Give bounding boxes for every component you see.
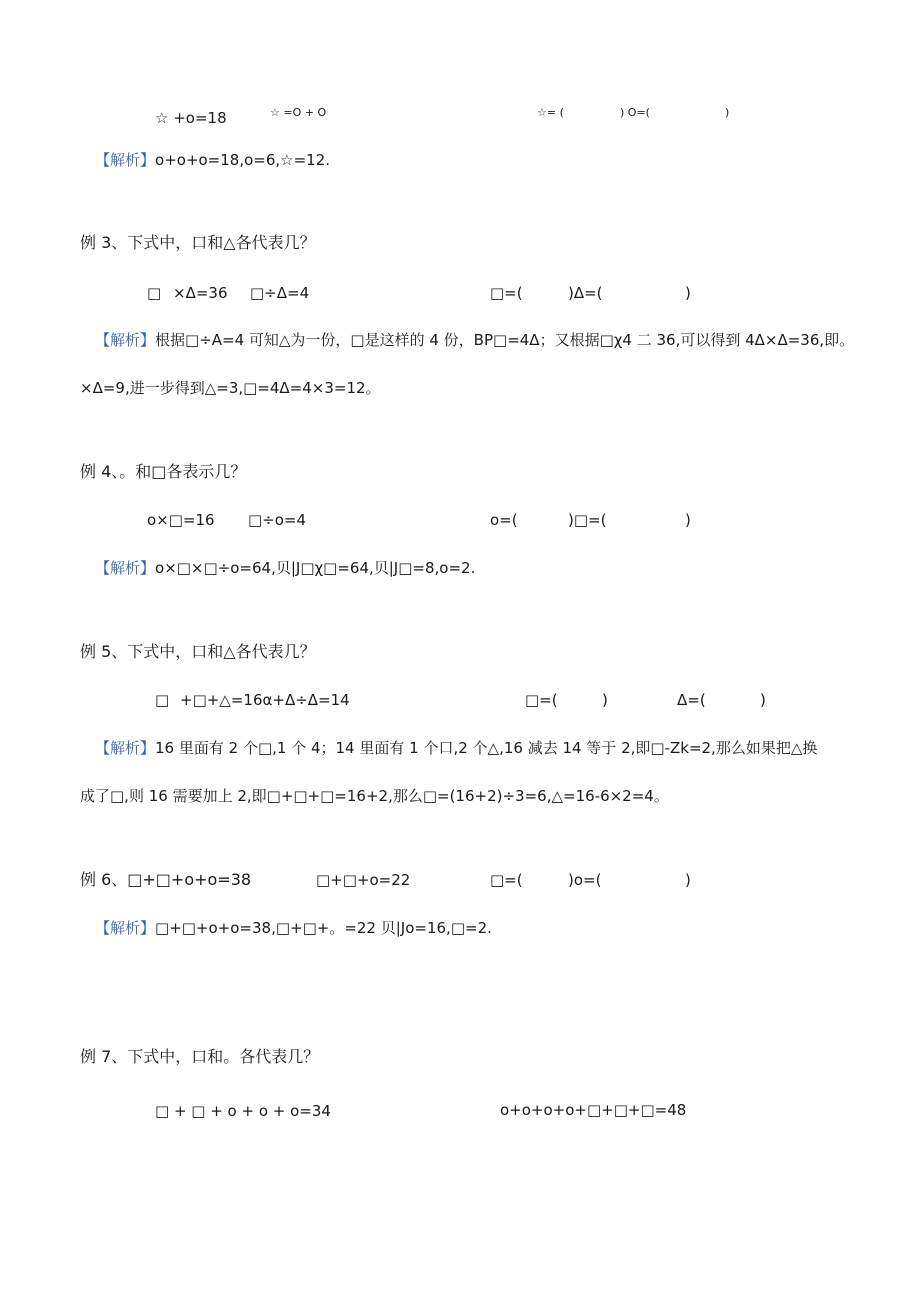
ex3-title: 例 3、下式中，口和△各代表几？ xyxy=(80,233,316,252)
ex5-equation-b: +□+△=16α+Δ÷Δ=14 xyxy=(180,691,350,709)
analysis-text: o×□×□÷o=64,贝|J□χ□=64,贝|J□=8,o=2. xyxy=(155,559,476,577)
ex3-analysis-line-2: ×Δ=9,进一步得到△=3,□=4Δ=4×3=12。 xyxy=(80,379,381,397)
ex3-analysis-line-1 xyxy=(95,330,854,350)
ex7-equation-2: o+o+o+o+□+□+□=48 xyxy=(500,1101,687,1119)
ex7-equation-1: □ + □ + o + o + o=34 xyxy=(155,1102,331,1120)
analysis-label: 【解析】 xyxy=(95,331,156,349)
ex3-answer-3: ) xyxy=(685,284,691,302)
ex2-equation-1: ☆ +o=18 xyxy=(155,109,227,127)
analysis-label: 【解析】 xyxy=(95,919,156,937)
ex6-equation-2: □+□+o=22 xyxy=(316,871,411,889)
ex5-answer-1: □=( xyxy=(525,691,558,709)
ex4-title: 例 4、。和□各表示几？ xyxy=(80,462,247,481)
analysis-text: □+□+o+o=38,□+□+。=22 贝|Jo=16,□=2. xyxy=(155,919,492,937)
ex3-equation-2: □÷Δ=4 xyxy=(250,284,310,302)
ex4-answer-3: ) xyxy=(685,511,691,529)
ex5-analysis-line-2: 成了□,则 16 需要加上 2,即□+□+□=16+2,那么□=(16+2)÷3=6,△=16-6×2=4。 xyxy=(80,787,669,805)
ex5-analysis-line-1 xyxy=(95,738,817,758)
ex2-answer-blank-1: ☆= ( xyxy=(537,106,564,119)
ex2-equation-2: ☆ =O + O xyxy=(270,106,327,119)
ex5-answer-4: ) xyxy=(760,691,766,709)
ex5-answer-3: Δ=( xyxy=(677,691,706,709)
ex4-answer-1: o=( xyxy=(490,511,518,529)
analysis-label: 【解析】 xyxy=(95,739,156,757)
ex2-answer-blank-3: ) xyxy=(725,106,730,119)
ex2-analysis xyxy=(95,150,330,170)
ex3-answer-2: )Δ=( xyxy=(568,284,603,302)
analysis-text: 根据□÷A=4 可知△为一份，□是这样的 4 份，BP□=4Δ；又根据□χ4 二 36,可以得到 4Δ×Δ=36,即。 xyxy=(155,331,855,349)
ex6-analysis xyxy=(95,918,492,938)
ex6-title: 例 6、□+□+o+o=38 xyxy=(80,870,252,889)
ex4-answer-2: )□=( xyxy=(568,511,607,529)
analysis-label: 【解析】 xyxy=(95,151,156,169)
ex4-equation-1: o×□=16 xyxy=(147,511,215,529)
ex5-answer-2: ) xyxy=(602,691,608,709)
ex5-title: 例 5、下式中，口和△各代表几？ xyxy=(80,642,316,661)
ex2-answer-blank-2: ) O=( xyxy=(620,106,650,119)
analysis-text: 16 里面有 2 个□,1 个 4；14 里面有 1 个口,2 个△,16 减去 14 等于 2,即□-Zk=2,那么如果把△换 xyxy=(155,739,818,757)
ex3-equation-1b: ×Δ=36 xyxy=(173,284,228,302)
ex6-answer-2: )o=( xyxy=(568,871,602,889)
ex7-title: 例 7、下式中，口和。各代表几？ xyxy=(80,1047,320,1066)
ex6-answer-3: ) xyxy=(685,871,691,889)
ex5-equation-a: □ xyxy=(155,691,170,709)
ex3-equation-1a: □ xyxy=(147,284,162,302)
ex6-answer-1: □=( xyxy=(490,871,523,889)
ex4-analysis xyxy=(95,558,475,578)
ex3-answer-1: □=( xyxy=(490,284,523,302)
analysis-label: 【解析】 xyxy=(95,559,156,577)
analysis-text: o+o+o=18,o=6,☆=12. xyxy=(155,151,331,169)
ex4-equation-2: □÷o=4 xyxy=(248,511,307,529)
